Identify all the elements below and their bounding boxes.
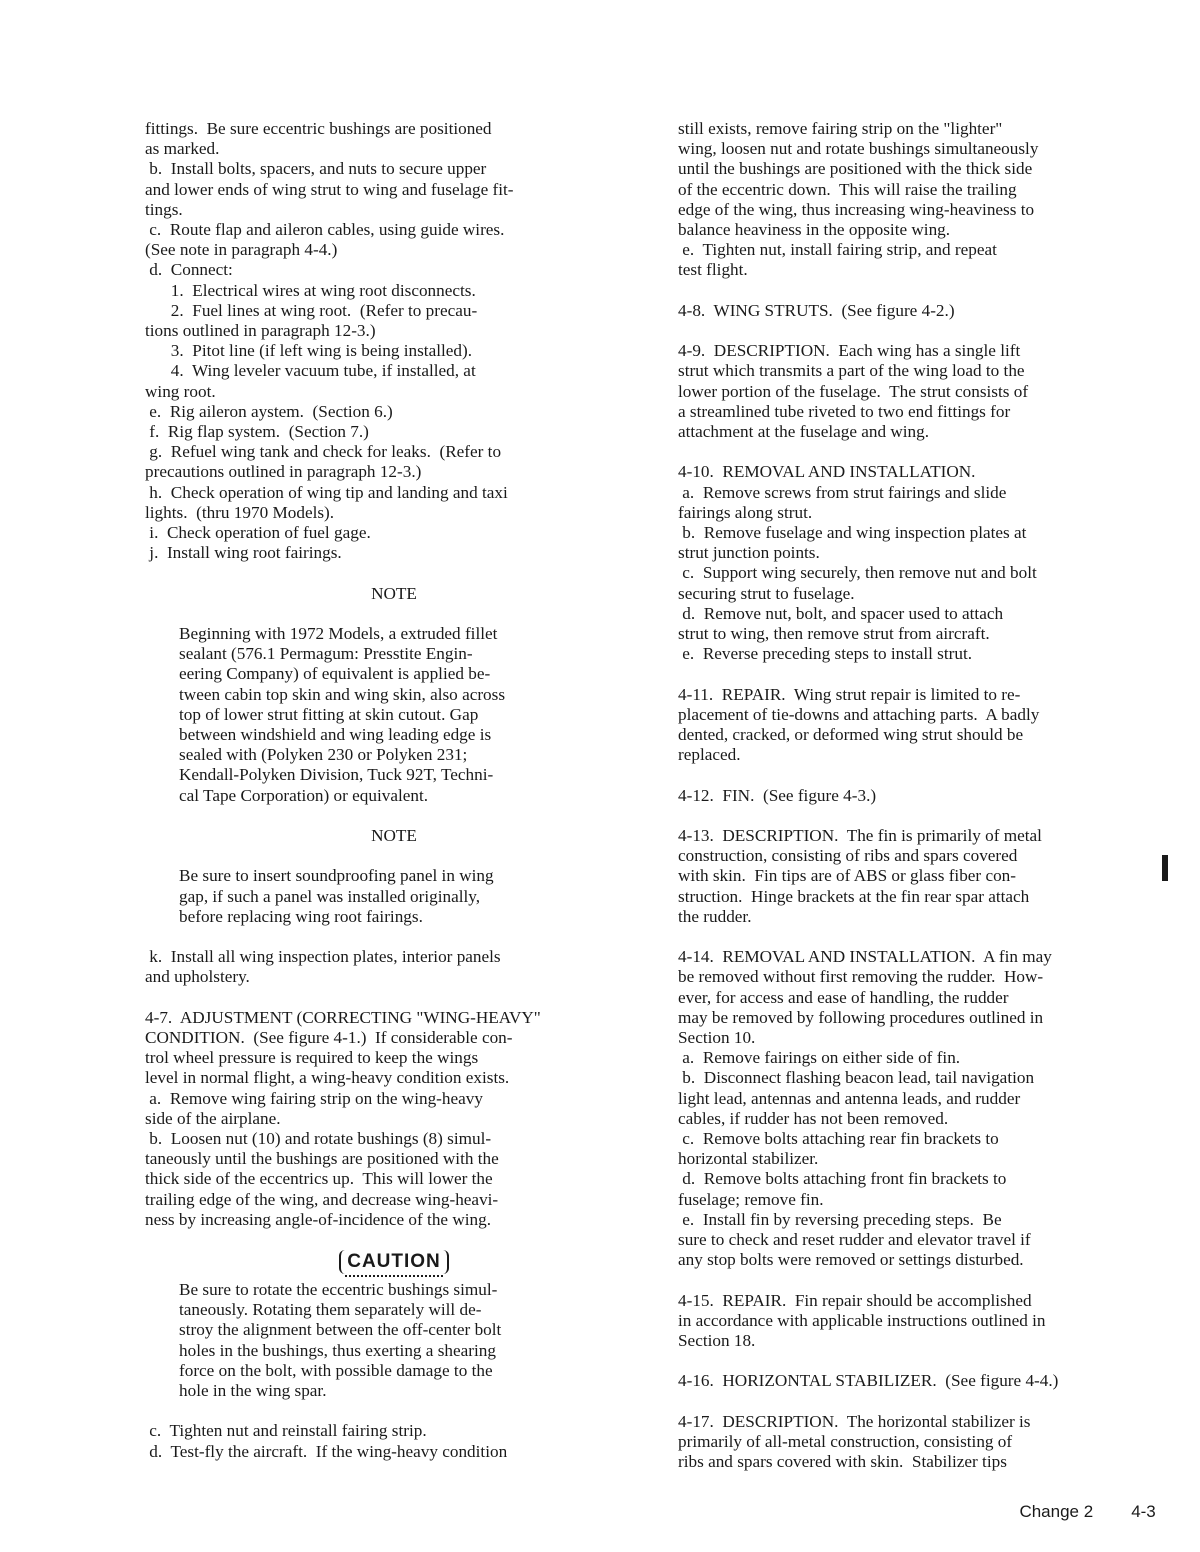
list-item: f. Rig flap system. (Section 7.) xyxy=(145,422,369,442)
list-item: b. Disconnect flashing beacon lead, tail navigation xyxy=(678,1068,1035,1088)
text-line: and lower ends of wing strut to wing and fuselage fit- xyxy=(145,179,514,199)
text-line: ever, for access and ease of handling, the rudder xyxy=(678,987,1009,1007)
right-column xyxy=(678,119,1158,1472)
text-line: cables, if rudder has not been removed. xyxy=(678,1108,949,1128)
paragraph-4-15 xyxy=(678,1291,1158,1352)
note-line: sealed with (Polyken 230 or Polyken 231; xyxy=(179,745,468,765)
list-item: e. Reverse preceding steps to install strut. xyxy=(678,644,973,664)
text-line: CONDITION. (See figure 4-1.) If considerable con- xyxy=(145,1028,513,1048)
list-item: a. Remove screws from strut fairings and slide xyxy=(678,482,1007,502)
list-item: c. Remove bolts attaching rear fin brackets to xyxy=(678,1129,999,1149)
note-body xyxy=(145,624,643,806)
note-line: tween cabin top skin and wing skin, also across xyxy=(179,684,506,704)
note-line: Kendall-Polyken Division, Tuck 92T, Techni- xyxy=(179,765,494,785)
list-item: h. Check operation of wing tip and landing and taxi xyxy=(145,482,508,502)
text-line: side of the airplane. xyxy=(145,1108,281,1128)
text-line: fairings along strut. xyxy=(678,502,813,522)
text-line: ribs and spars covered with skin. Stabilizer tips xyxy=(678,1452,1007,1472)
text-line: securing strut to fuselage. xyxy=(678,583,855,603)
text-line: of the eccentric down. This will raise the trailing xyxy=(678,179,1017,199)
page-footer xyxy=(1010,1482,1156,1522)
caution-line: Be sure to rotate the eccentric bushings simul- xyxy=(179,1280,498,1300)
text-line: 4-15. REPAIR. Fin repair should be accomplished xyxy=(678,1290,1032,1310)
text-line: the rudder. xyxy=(678,906,752,926)
list-item: j. Install wing root fairings. xyxy=(145,543,342,563)
note-title: NOTE xyxy=(371,826,417,846)
text-line: trol wheel pressure is required to keep the wings xyxy=(145,1048,479,1068)
text-line: in accordance with applicable instructions outlined in xyxy=(678,1310,1046,1330)
text-line: attachment at the fuselage and wing. xyxy=(678,422,930,442)
text-line: 4-13. DESCRIPTION. The fin is primarily of metal xyxy=(678,826,1042,846)
caution-body xyxy=(145,1280,643,1401)
text-line: Section 10. xyxy=(678,1028,756,1048)
text-line: balance heaviness in the opposite wing. xyxy=(678,220,951,240)
caution-label: CAUTION xyxy=(339,1250,449,1274)
text-line: wing, loosen nut and rotate bushings simultaneously xyxy=(678,139,1039,159)
text-line: still exists, remove fairing strip on the "lighter" xyxy=(678,119,1003,138)
text-line: taneously until the bushings are positioned with the xyxy=(145,1149,499,1169)
text-line: wing root. xyxy=(145,381,216,401)
caution-line: hole in the wing spar. xyxy=(179,1381,327,1401)
list-item: e. Install fin by reversing preceding steps. Be xyxy=(678,1209,1002,1229)
sub-list-item: 4. Wing leveler vacuum tube, if installed, at xyxy=(145,361,476,381)
text-line: Section 18. xyxy=(678,1331,756,1351)
text-line: 4-9. DESCRIPTION. Each wing has a single lift xyxy=(678,341,1021,361)
note-line: before replacing wing root fairings. xyxy=(179,906,423,926)
paragraph-4-10 xyxy=(678,462,1158,664)
list-item: b. Install bolts, spacers, and nuts to secure upper xyxy=(145,159,487,179)
list-item: c. Tighten nut and reinstall fairing strip. xyxy=(145,1421,427,1441)
text-line: lower portion of the fuselage. The strut consists of xyxy=(678,381,1029,401)
note-line: Be sure to insert soundproofing panel in wing xyxy=(179,866,494,886)
text-line: and upholstery. xyxy=(145,967,250,987)
text-line: primarily of all-metal construction, consisting of xyxy=(678,1432,1013,1452)
note-line: eering Company) of equivalent is applied be- xyxy=(179,664,491,684)
list-item: e. Rig aileron aystem. (Section 6.) xyxy=(145,401,393,421)
text-line: level in normal flight, a wing-heavy condition exists. xyxy=(145,1068,510,1088)
change-bar xyxy=(1162,855,1168,881)
text-line: test flight. xyxy=(678,260,748,280)
section-heading: 4-8. WING STRUTS. (See figure 4-2.) xyxy=(678,300,955,320)
note-line: Beginning with 1972 Models, a extruded fillet xyxy=(179,624,498,644)
text-line: light lead, antennas and antenna leads, and rudder xyxy=(678,1088,1021,1108)
continued-paragraph xyxy=(678,119,1158,281)
text-line: may be removed by following procedures outlined in xyxy=(678,1007,1044,1027)
text-line: 4-14. REMOVAL AND INSTALLATION. A fin may xyxy=(678,947,1052,967)
text-line: replaced. xyxy=(678,745,741,765)
text-line: sure to check and reset rudder and elevator travel if xyxy=(678,1230,1031,1250)
paragraph-4-13 xyxy=(678,826,1158,927)
text-line: strut junction points. xyxy=(678,543,820,563)
list-item: b. Loosen nut (10) and rotate bushings (8) simul- xyxy=(145,1129,492,1149)
list-item: d. Test-fly the aircraft. If the wing-heavy condition xyxy=(145,1441,508,1461)
text-line: a streamlined tube riveted to two end fittings for xyxy=(678,401,1011,421)
caution-line: force on the bolt, with possible damage to the xyxy=(179,1360,493,1380)
text-line: placement of tie-downs and attaching parts. A badly xyxy=(678,704,1040,724)
section-heading: 4-10. REMOVAL AND INSTALLATION. xyxy=(678,462,976,482)
text-line: ness by increasing angle-of-incidence of the wing. xyxy=(145,1209,492,1229)
text-line: struction. Hinge brackets at the fin rear spar attach xyxy=(678,886,1030,906)
paragraph-4-14 xyxy=(678,947,1158,1270)
left-column xyxy=(145,119,643,1462)
text-line: horizontal stabilizer. xyxy=(678,1149,819,1169)
note-body xyxy=(145,866,643,927)
change-number: Change 2 xyxy=(1019,1502,1094,1522)
list-item: d. Remove bolts attaching front fin brackets to xyxy=(678,1169,1007,1189)
list-item: i. Check operation of fuel gage. xyxy=(145,523,371,543)
text-line: 4-11. REPAIR. Wing strut repair is limited to re- xyxy=(678,684,1021,704)
text-line: edge of the wing, thus increasing wing-heaviness to xyxy=(678,199,1035,219)
caution-line: stroy the alignment between the off-center bolt xyxy=(179,1320,502,1340)
note-title: NOTE xyxy=(371,583,417,603)
list-item: d. Connect: xyxy=(145,260,233,280)
text-line: fuselage; remove fin. xyxy=(678,1189,824,1209)
text-line: fittings. Be sure eccentric bushings are positioned xyxy=(145,119,492,138)
text-line: dented, cracked, or deformed wing strut should be xyxy=(678,725,1024,745)
text-line: 4-17. DESCRIPTION. The horizontal stabilizer is xyxy=(678,1411,1031,1431)
text-line: any stop bolts were removed or settings disturbed. xyxy=(678,1250,1024,1270)
text-line: tings. xyxy=(145,199,183,219)
text-line: precautions outlined in paragraph 12-3.) xyxy=(145,462,422,482)
text-line: as marked. xyxy=(145,139,220,159)
list-item: c. Route flap and aileron cables, using guide wires. xyxy=(145,220,505,240)
paragraph-4-11 xyxy=(678,685,1158,766)
sub-list-item: 2. Fuel lines at wing root. (Refer to precau- xyxy=(145,300,478,320)
text-line: until the bushings are positioned with the thick side xyxy=(678,159,1033,179)
section-heading: 4-16. HORIZONTAL STABILIZER. (See figure 4-4.) xyxy=(678,1371,1059,1391)
text-line: trailing edge of the wing, and decrease wing-heavi- xyxy=(145,1189,499,1209)
text-line: strut to wing, then remove strut from aircraft. xyxy=(678,624,990,644)
list-item: b. Remove fuselage and wing inspection plates at xyxy=(678,523,1027,543)
note-line: gap, if such a panel was installed originally, xyxy=(179,886,481,906)
note-line: sealant (576.1 Permagum: Presstite Engin- xyxy=(179,644,473,664)
sub-list-item: 1. Electrical wires at wing root disconnects. xyxy=(145,280,476,300)
sub-list-item: 3. Pitot line (if left wing is being installed). xyxy=(145,341,472,361)
list-item: k. Install all wing inspection plates, interior panels xyxy=(145,947,501,967)
note-line: between windshield and wing leading edge is xyxy=(179,725,492,745)
note-line: cal Tape Corporation) or equivalent. xyxy=(179,785,429,805)
text-line: construction, consisting of ribs and spars covered xyxy=(678,846,1018,866)
text-line: be removed without first removing the rudder. How- xyxy=(678,967,1044,987)
paragraph-4-7 xyxy=(145,1008,643,1230)
text-line: thick side of the eccentrics up. This will lower the xyxy=(145,1169,493,1189)
list-item: a. Remove fairings on either side of fin. xyxy=(678,1048,961,1068)
paragraph-4-17 xyxy=(678,1412,1158,1473)
page-number: 4-3 xyxy=(1131,1502,1156,1522)
text-line: 4-7. ADJUSTMENT (CORRECTING "WING-HEAVY" xyxy=(145,1007,541,1027)
list-item: e. Tighten nut, install fairing strip, and repeat xyxy=(678,240,997,260)
section-heading: 4-12. FIN. (See figure 4-3.) xyxy=(678,785,877,805)
list-item: g. Refuel wing tank and check for leaks. (Refer to xyxy=(145,442,502,462)
text-line: with skin. Fin tips are of ABS or glass fiber con- xyxy=(678,866,1016,886)
text-line: lights. (thru 1970 Models). xyxy=(145,502,335,522)
list-item: c. Support wing securely, then remove nut and bolt xyxy=(678,563,1037,583)
text-line: strut which transmits a part of the wing load to the xyxy=(678,361,1025,381)
list-item: d. Remove nut, bolt, and spacer used to attach xyxy=(678,603,1004,623)
text-line: (See note in paragraph 4-4.) xyxy=(145,240,338,260)
caution-line: taneously. Rotating them separately will de- xyxy=(179,1300,482,1320)
list-item: a. Remove wing fairing strip on the wing-heavy xyxy=(145,1088,483,1108)
text-line: tions outlined in paragraph 12-3.) xyxy=(145,321,376,341)
note-line: top of lower strut fitting at skin cutout. Gap xyxy=(179,704,479,724)
paragraph-4-9 xyxy=(678,341,1158,442)
caution-line: holes in the bushings, thus exerting a shearing xyxy=(179,1340,496,1360)
